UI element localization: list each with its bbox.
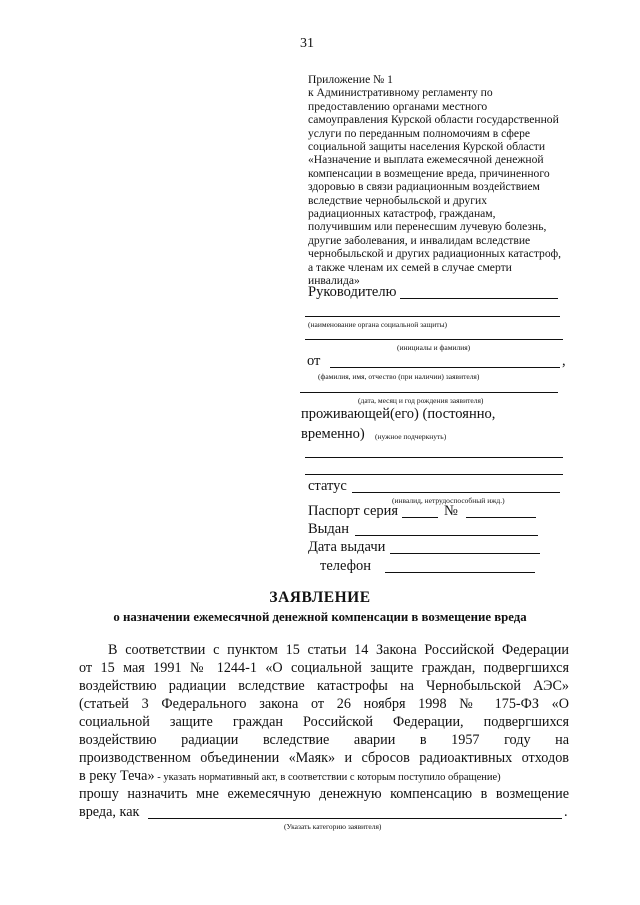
to-field[interactable] — [400, 298, 558, 299]
initials-caption: (инициалы и фамилия) — [397, 343, 471, 352]
status-caption: (инвалид, нетрудоспособный ижд.) — [392, 496, 505, 505]
appendix-line: радиационных катастроф, гражданам, — [308, 207, 496, 221]
body-line-last: вреда, как — [79, 804, 140, 820]
phone-label: телефон — [320, 558, 372, 574]
passport-label: Паспорт серия — [308, 503, 399, 519]
category-field[interactable] — [148, 818, 562, 819]
appendix-line: другие заболевания, и инвалидам вследствие — [308, 233, 531, 247]
appendix-line: чернобыльской и других радиационных катастроф, — [308, 247, 562, 261]
from-comma: , — [562, 353, 566, 369]
appendix-line: предоставлению органами местного — [308, 99, 488, 113]
teca-text: в реку Теча» — [79, 768, 155, 784]
body-line-teca — [79, 768, 569, 786]
issued-label: Выдан — [308, 521, 349, 537]
status-label: статус — [308, 478, 347, 494]
dob-field[interactable] — [300, 392, 558, 393]
teca-note: - указать нормативный акт, в соответствии с которым поступило обращение) — [154, 772, 501, 783]
document-title: ЗАЯВЛЕНИЕ — [269, 589, 371, 606]
body-line: В соответствии с пунктом 15 статьи 14 Закона Российской Федерации — [108, 642, 569, 658]
appendix-line: вследствие чернобыльской и других — [308, 193, 487, 207]
appendix-line: Приложение № 1 — [308, 73, 393, 86]
body-last-period: . — [564, 804, 568, 820]
appendix-line: социальной защиты населения Курской области — [308, 140, 546, 154]
appendix-line: «Назначение и выплата ежемесячной денежной — [308, 153, 544, 167]
initials-field[interactable] — [305, 339, 563, 340]
body-line: социальной защите граждан Российской Федерации, подвергшихся — [79, 714, 569, 730]
category-caption: (Указать категорию заявителя) — [284, 822, 382, 831]
status-field[interactable] — [352, 492, 560, 493]
body-line: воздействию радиации вследствие аварии в 1957 году на — [79, 732, 569, 748]
residence-label-2: временно) — [301, 426, 365, 442]
address-field-1[interactable] — [305, 457, 563, 458]
body-line: прошу назначить мне ежемесячную денежную компенсацию в возмещение — [79, 786, 569, 802]
address-field-2[interactable] — [305, 474, 563, 475]
appendix-line: самоуправления Курской области государственной — [308, 113, 559, 127]
appendix-line: услуги по переданным полномочиям в сфере — [308, 126, 531, 140]
phone-field[interactable] — [385, 572, 535, 573]
from-label: от — [307, 353, 321, 369]
residence-note: (нужное подчеркнуть) — [375, 432, 447, 441]
page-number: 31 — [300, 36, 314, 51]
passport-no-label: № — [444, 503, 458, 519]
issued-field[interactable] — [355, 535, 538, 536]
org-caption: (наименование органа социальной защиты) — [308, 320, 448, 329]
passport-series-field[interactable] — [402, 517, 438, 518]
issue-date-field[interactable] — [390, 553, 540, 554]
document-subtitle: о назначении ежемесячной денежной компенсации в возмещение вреда — [113, 610, 527, 624]
appendix-line: получившим или перенесшим лучевую болезнь, — [308, 220, 547, 234]
dob-caption: (дата, месяц и год рождения заявителя) — [358, 396, 484, 405]
body-line: (статьей 3 Федерального закона от 26 ноября 1998 № 175-ФЗ «О — [79, 696, 569, 712]
body-line: от 15 мая 1991 № 1244-1 «О социальной защите граждан, подвергшихся — [79, 660, 569, 676]
appendix-line: компенсации в возмещение вреда, причиненного — [308, 166, 550, 180]
appendix-header — [308, 73, 593, 288]
passport-number-field[interactable] — [466, 517, 536, 518]
appendix-line: здоровью в связи радиационным воздействием — [308, 180, 540, 194]
body-line: производственном объединении «Маяк» и сбросов радиоактивных отходов — [79, 750, 569, 766]
to-label: Руководителю — [308, 284, 397, 300]
appendix-line: а также членам их семей в случае смерти — [308, 260, 512, 274]
fio-field[interactable] — [330, 367, 560, 368]
residence-label: проживающей(его) (постоянно, — [301, 406, 496, 422]
appendix-line: к Административному регламенту по — [308, 86, 493, 100]
appendix-line: инвалида» — [308, 274, 360, 288]
issue-date-label: Дата выдачи — [308, 539, 386, 555]
fio-caption: (фамилия, имя, отчество (при наличии) заявителя) — [318, 372, 480, 381]
body-line: воздействию радиации вследствие катастрофы на Чернобыльской АЭС» — [79, 678, 569, 694]
org-field[interactable] — [305, 316, 560, 317]
